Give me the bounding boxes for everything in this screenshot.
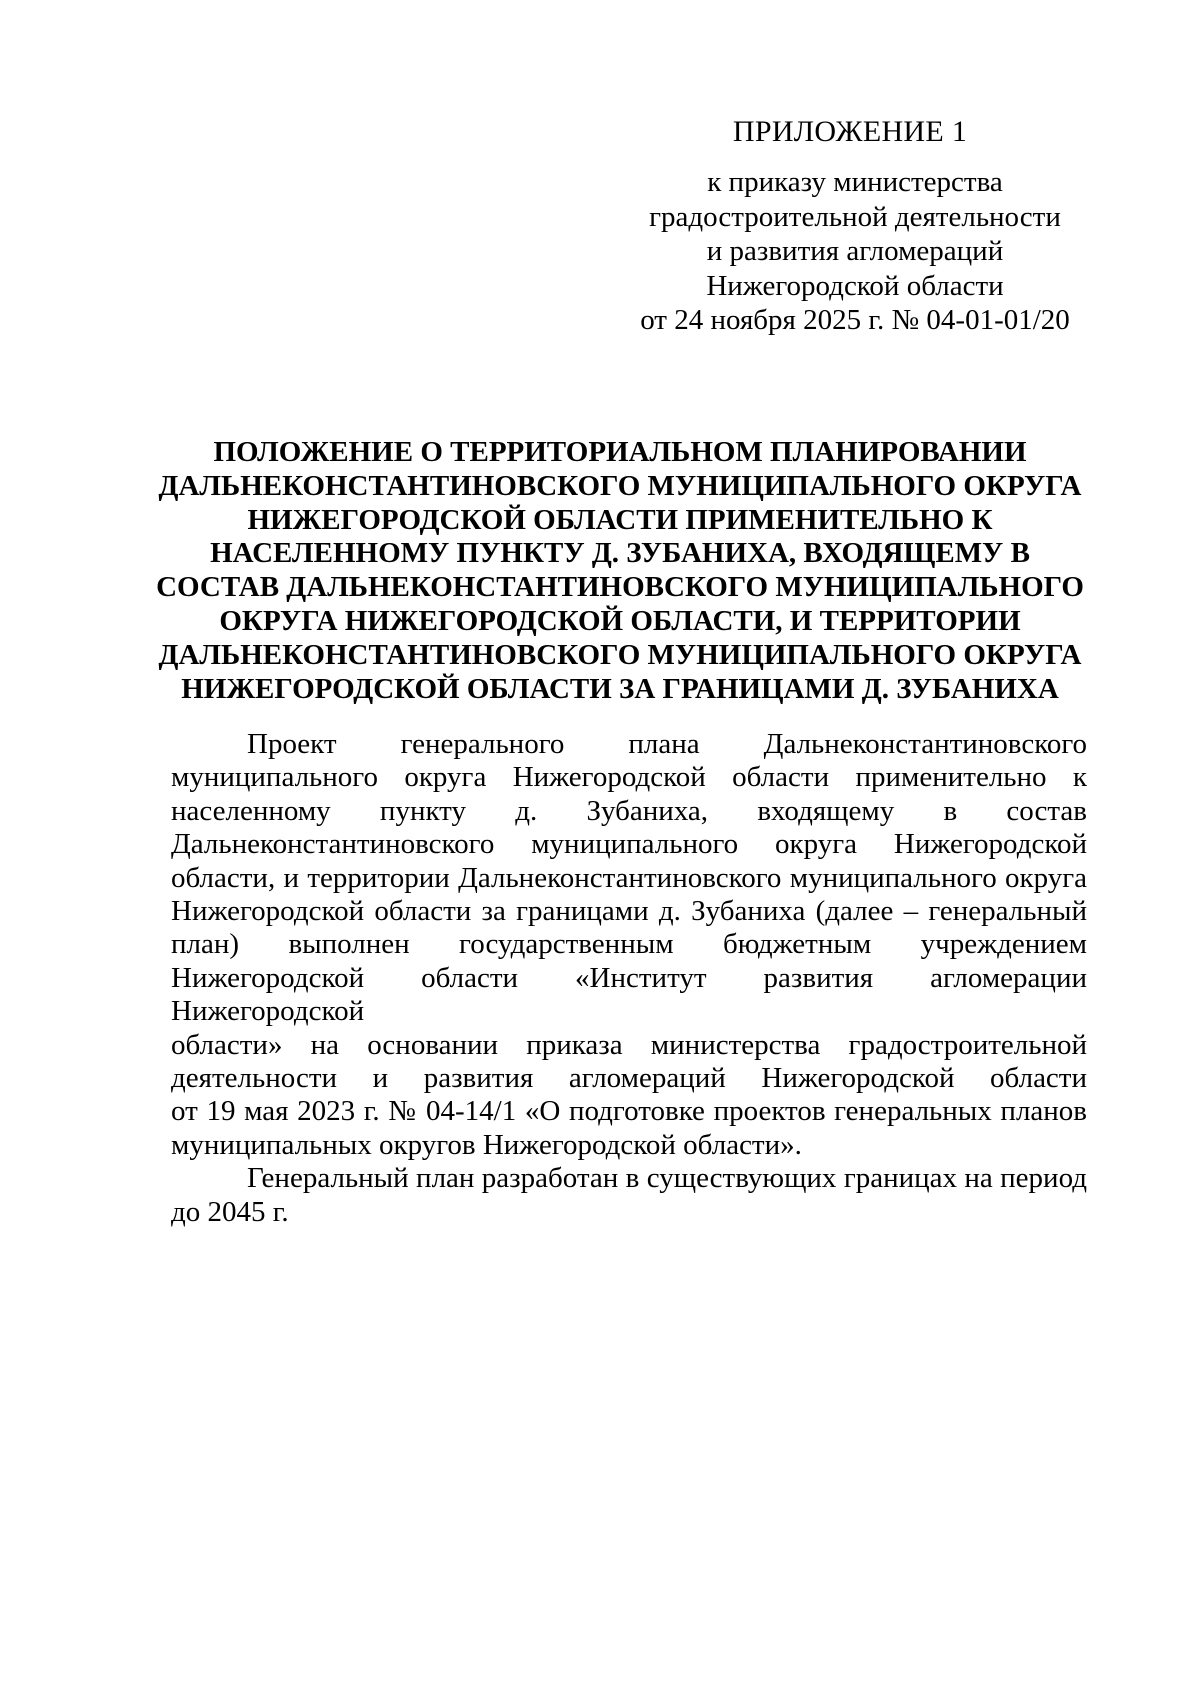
title-line: ПОЛОЖЕНИЕ О ТЕРРИТОРИАЛЬНОМ ПЛАНИРОВАНИИ [213, 436, 1027, 468]
body-line: Нижегородской области «Институт развития агломерации Нижегородской [171, 961, 1087, 1028]
title-line: ДАЛЬНЕКОНСТАНТИНОВСКОГО МУНИЦИПАЛЬНОГО ОКРУГА [158, 638, 1082, 671]
body-line: области» на основании приказа министерства градостроительной [171, 1028, 1087, 1061]
body-line: план) выполнен государственным бюджетным учреждением [171, 928, 1087, 961]
body-line: деятельности и развития агломераций Нижегородской области [171, 1062, 1087, 1095]
title-line: ОКРУГА НИЖЕГОРОДСКОЙ ОБЛАСТИ, И ТЕРРИТОРИИ [219, 604, 1021, 637]
order-ref-line: и развития агломераций [706, 235, 1004, 267]
paragraph-project-description [171, 728, 1087, 1162]
order-ref-line: от 24 ноября 2025 г. № 04-01-01/20 [640, 304, 1070, 336]
body-line: Дальнеконстантиновского муниципального округа Нижегородской [171, 828, 1087, 861]
document-title [140, 436, 1100, 706]
title-line: НАСЕЛЕННОМУ ПУНКТУ Д. ЗУБАНИХА, ВХОДЯЩЕМУ В [210, 537, 1030, 570]
appendix-label: ПРИЛОЖЕНИЕ 1 [732, 115, 968, 148]
order-ref-line: градостроительной деятельности [649, 200, 1061, 233]
order-ref-line: Нижегородской области [706, 269, 1004, 302]
body-line: Проект генерального плана Дальнеконстантиновского [247, 728, 1087, 760]
document-body [171, 728, 1087, 1229]
order-ref-line: к приказу министерства [707, 166, 1003, 198]
body-line: Нижегородской области за границами д. Зубаниха (далее – генеральный [171, 895, 1087, 928]
title-line: СОСТАВ ДАЛЬНЕКОНСТАНТИНОВСКОГО МУНИЦИПАЛЬНОГО [156, 571, 1084, 604]
body-line: муниципального округа Нижегородской области применительно к [171, 761, 1087, 794]
title-line: НИЖЕГОРОДСКОЙ ОБЛАСТИ ПРИМЕНИТЕЛЬНО К [247, 503, 993, 536]
body-line: Генеральный план разработан в существующих границах на период [247, 1162, 1087, 1195]
body-line: населенному пункту д. Зубаниха, входящему в состав [171, 794, 1087, 827]
title-line: ДАЛЬНЕКОНСТАНТИНОВСКОГО МУНИЦИПАЛЬНОГО ОКРУГА [158, 469, 1082, 502]
body-line: от 19 мая 2023 г. № 04-14/1 «О подготовке проектов генеральных планов [171, 1095, 1087, 1128]
body-line: муниципальных округов Нижегородской области». [171, 1128, 802, 1161]
paragraph-plan-period [171, 1162, 1087, 1229]
title-line: НИЖЕГОРОДСКОЙ ОБЛАСТИ ЗА ГРАНИЦАМИ Д. ЗУБАНИХА [181, 672, 1059, 705]
order-reference [640, 165, 1070, 338]
body-line: области, и территории Дальнеконстантиновского муниципального округа [171, 861, 1087, 894]
body-line: до 2045 г. [171, 1195, 289, 1228]
